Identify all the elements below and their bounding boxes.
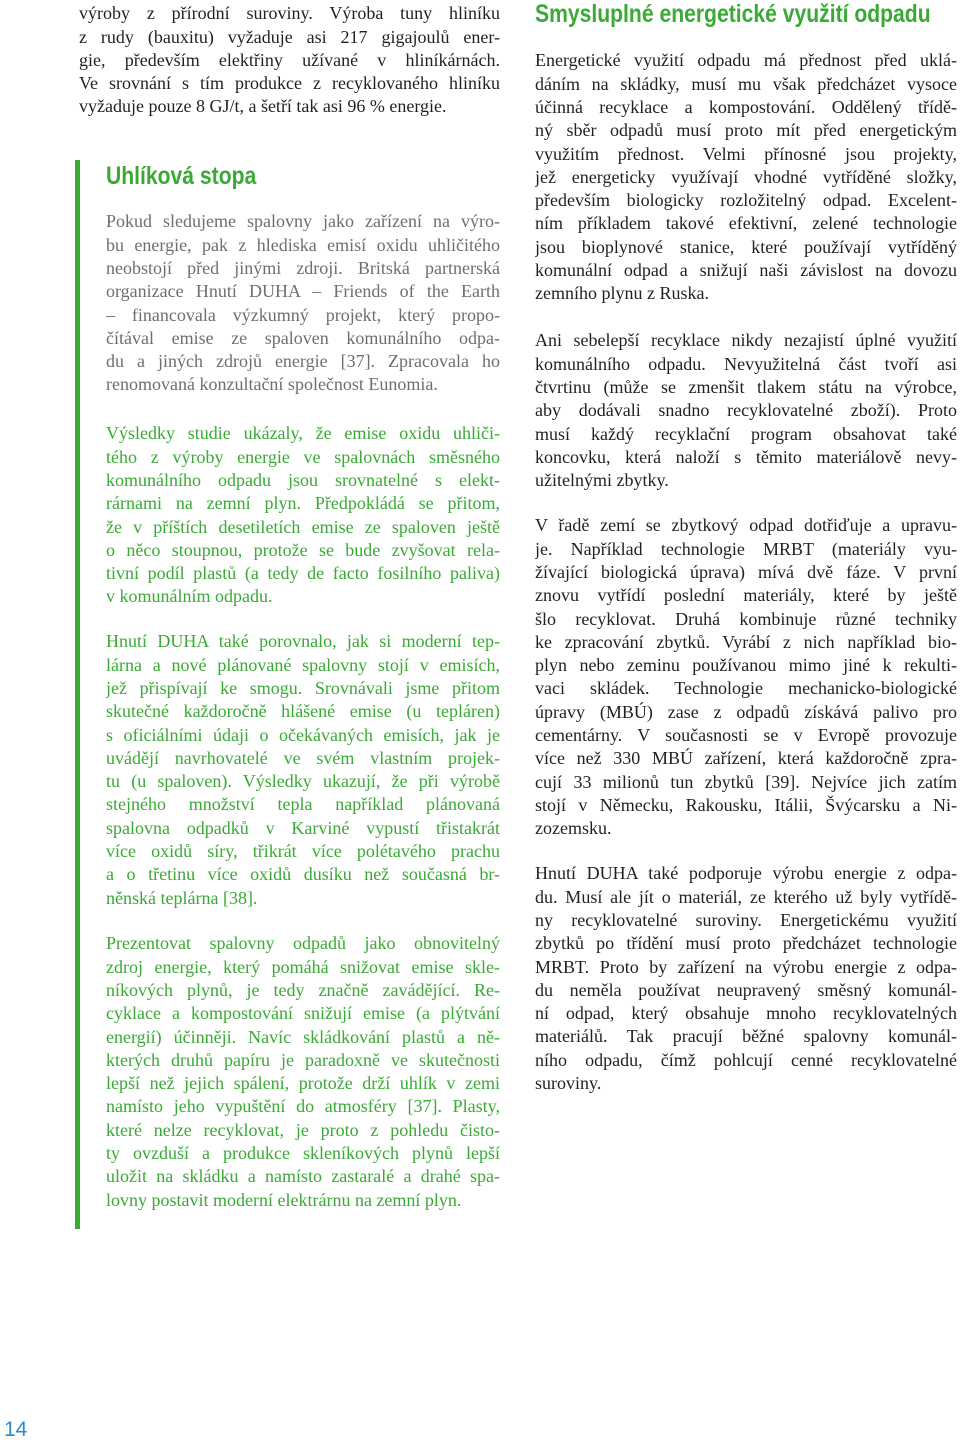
text-line: vaci skládek. Technologie mechanicko-biologické [535, 678, 957, 699]
text-line: úpravy (MBÚ) zase z odpadů získává palivo pro [535, 701, 957, 722]
text-line: uvádějí navrhovatelé ve svém vlastním projek- [106, 747, 500, 768]
text-line: tivní podíl plastů (a tedy de facto fosilního paliva) [106, 563, 500, 584]
text-line: Ve srovnání s tím produkce z recyklovaného hliníku [79, 73, 500, 94]
body-paragraph [535, 862, 957, 1095]
text-line: ke zpracování zbytků. Vyrábí z nich například bio- [535, 631, 957, 652]
text-line: suroviny. [535, 1073, 602, 1094]
text-line: stojí v Německu, Rakousku, Itálii, Švýcarsku a Ni- [535, 794, 957, 815]
text-line: z rudy (bauxitu) vyžaduje asi 217 gigajoulů ener- [79, 26, 500, 47]
text-line: dáním na skládky, musí mu však předcházet vysoce [535, 73, 957, 94]
text-line: uložit na skládku a namísto zastaralé a drahé spa- [106, 1166, 500, 1187]
text-line: ním příkladem takové efektivní, zelené technologie [535, 213, 957, 234]
text-line: výroby z přírodní suroviny. Výroba tuny hliníku [79, 3, 500, 24]
text-line: a o třetinu více oxidů dusíku než současná br- [106, 864, 500, 885]
text-line: rárnami na zemní plyn. Předpokládá se přitom, [106, 493, 500, 514]
body-paragraph [535, 514, 957, 840]
text-line: skutečné každoročně hlášené emise (u tepláren) [106, 701, 500, 722]
text-line: stejného množství tepla například plánovaná [106, 794, 500, 815]
text-line: spalovna odpadků v Karviné vypustí třistakrát [106, 817, 500, 838]
text-line: energií) účinněji. Navíc skládkování plastů a ně- [106, 1026, 500, 1047]
text-line: komunálního odpadu jsou srovnatelné s elekt- [106, 469, 500, 490]
body-paragraph [535, 49, 957, 305]
text-line: plyn nebo zeminu používanou mimo jiné k rekulti- [535, 655, 957, 676]
text-line: znovu vytřídí poslední materiály, které by ještě [535, 585, 957, 606]
text-line: MRBT. Proto by zařízení na výrobu energie z odpa- [535, 956, 957, 977]
text-line: gie, především elektřiny užívané v hliníkárnách. [79, 49, 500, 70]
text-line: aby dodávali snadno recyklovatelné zboží). Proto [535, 400, 957, 421]
text-line: koncovku, která naloží s těmito materiálově nevy- [535, 446, 957, 467]
text-line: v komunálním odpadu. [106, 586, 273, 607]
text-line: Výsledky studie ukázaly, že emise oxidu uhliči- [106, 423, 500, 444]
text-line: ny recyklovatelné suroviny. Energetickému využití [535, 909, 957, 930]
text-line: – financovala výzkumný projekt, který propo- [106, 304, 500, 325]
text-line: zbytků po třídění musí proto předcházet technologie [535, 933, 957, 954]
text-line: ního odpadu, čímž pohlcují cenné recyklovatelné [535, 1049, 957, 1070]
box-paragraph [106, 630, 500, 910]
text-line: využitím přednost. Velmi přínosné jsou projekty, [535, 143, 957, 164]
text-line: V řadě zemí se zbytkový odpad dotřiďuje a upravu- [535, 515, 957, 536]
text-line: čítával emise ze spaloven komunálního odpa- [106, 327, 500, 348]
text-line: Hnutí DUHA také porovnalo, jak si moderní tep- [106, 631, 500, 652]
accent-bar [75, 160, 80, 1229]
text-line: více než 330 MBÚ zařízení, která každoročně zpra- [535, 748, 957, 769]
text-line: lepší než jejich spálení, protože drží uhlík v zemi [106, 1073, 500, 1094]
text-line: cyklace a kompostování snižují emise (a plýtvání [106, 1003, 500, 1024]
text-line: du a jiných zdrojů energie [37]. Zpracovala ho [106, 351, 500, 372]
text-line: zemního plynu z Ruska. [535, 283, 709, 304]
text-line: jež přispívají ke smogu. Srovnávali jsme přitom [106, 677, 500, 698]
text-line: tého z výroby energie ve spalovnách směsného [106, 446, 500, 467]
text-line: musí každý recyklační program obsahovat také [535, 423, 957, 444]
text-line: du. Musí ale jít o materiál, ze kterého už byly vytřídě- [535, 886, 957, 907]
text-line: především biologicky rozložitelný odpad. Excelent- [535, 190, 957, 211]
body-paragraph [535, 329, 957, 492]
box-paragraph [106, 210, 500, 396]
text-line: je. Například technologie MRBT (materiály vyu- [535, 538, 957, 559]
text-line: ný sběr odpadů musí proto mít před energetickým [535, 120, 957, 141]
text-line: Hnutí DUHA také podporuje výrobu energie z odpa- [535, 863, 957, 884]
page-number: 14 [4, 1418, 28, 1441]
text-line: o něco stoupnou, protože se bude zvyšovat rela- [106, 539, 500, 560]
box-paragraph [106, 932, 500, 1212]
text-line: zozemsku. [535, 818, 612, 839]
text-line: materiálů. Tak pracují běžné spalovny komunál- [535, 1026, 957, 1047]
text-line: účinná recyklace a kompostování. Oddělený třídě- [535, 96, 957, 117]
text-line: cementárny. V současnosti se v Evropě provozuje [535, 725, 957, 746]
text-line: které nelze recyklovat, je proto z pohledu čisto- [106, 1119, 500, 1140]
text-line: níkových plynů, je tedy značně zavádějící. Re- [106, 979, 500, 1000]
text-line: lovny postavit moderní elektrárnu na zemní plyn. [106, 1189, 462, 1210]
text-line: více oxidů síry, třikrát více polétavého prachu [106, 841, 500, 862]
text-line: cují 33 milionů tun zbytků [39]. Nejvíce jich zatím [535, 771, 957, 792]
box-paragraph [106, 422, 500, 608]
text-line: namísto jeho vypuštění do atmosféry [37]. Plasty, [106, 1096, 500, 1117]
text-line: organizace Hnutí DUHA – Friends of the Earth [106, 281, 500, 302]
intro-paragraph [79, 2, 500, 118]
text-line: vyžaduje pouze 8 GJ/t, a šetří tak asi 96 % energie. [79, 96, 447, 117]
text-line: žívající biologická úprava) mívá dvě fáze. V první [535, 561, 957, 582]
text-line: s oficiálními údaji o očekávaných emisích, jak je [106, 724, 500, 745]
text-line: renomovaná konzultační společnost Eunomia. [106, 374, 438, 395]
text-line: že v příštích desetiletích emise ze spaloven ještě [106, 516, 500, 537]
text-line: Pokud sledujeme spalovny jako zařízení na výro- [106, 211, 500, 232]
text-line: jež energeticky využívají vhodné vytříděné složky, [535, 166, 957, 187]
text-line: čtvrtinu (může se zmenšit tlakem státu na výrobce, [535, 376, 957, 397]
text-line: šlo recyklovat. Druhá kombinuje různé techniky [535, 608, 957, 629]
text-line: du neměla používat neupravený směsný komunál- [535, 979, 957, 1000]
text-line: tu (u spaloven). Výsledky ukazují, že při výrobě [106, 771, 500, 792]
text-line: ní odpad, který obsahuje mnoho recyklovatelných [535, 1003, 957, 1024]
text-line: zdroj energie, který pomáhá snižovat emise skle- [106, 956, 500, 977]
section-heading: Smysluplné energetické využití odpadu [535, 0, 931, 28]
text-line: užitelnými zbytky. [535, 470, 669, 491]
box-heading: Uhlíková stopa [106, 162, 257, 190]
text-line: Energetické využití odpadu má přednost před uklá- [535, 50, 957, 71]
text-line: komunální odpad a snižují naši závislost na dovozu [535, 260, 957, 281]
text-line: Ani sebelepší recyklace nikdy nezajistí úplné využití [535, 330, 957, 351]
text-line: Prezentovat spalovny odpadů jako obnovitelný [106, 933, 500, 954]
text-line: něnská teplárna [38]. [106, 887, 258, 908]
text-line: kterých druhů papíru je paradoxně ve skutečnosti [106, 1049, 500, 1070]
text-line: jsou bioplynové stanice, které používají vytříděný [535, 236, 957, 257]
text-line: bu energie, pak z hlediska emisí oxidu uhličitého [106, 234, 500, 255]
text-line: lárna a nové plánované spalovny stojí v emisích, [106, 654, 500, 675]
text-line: ty ovzduší a produkce skleníkových plynů lepší [106, 1143, 500, 1164]
text-line: neobstojí před jinými zdroji. Britská partnerská [106, 257, 500, 278]
text-line: komunálního odpadu. Nevyužitelná část tvoří asi [535, 353, 957, 374]
